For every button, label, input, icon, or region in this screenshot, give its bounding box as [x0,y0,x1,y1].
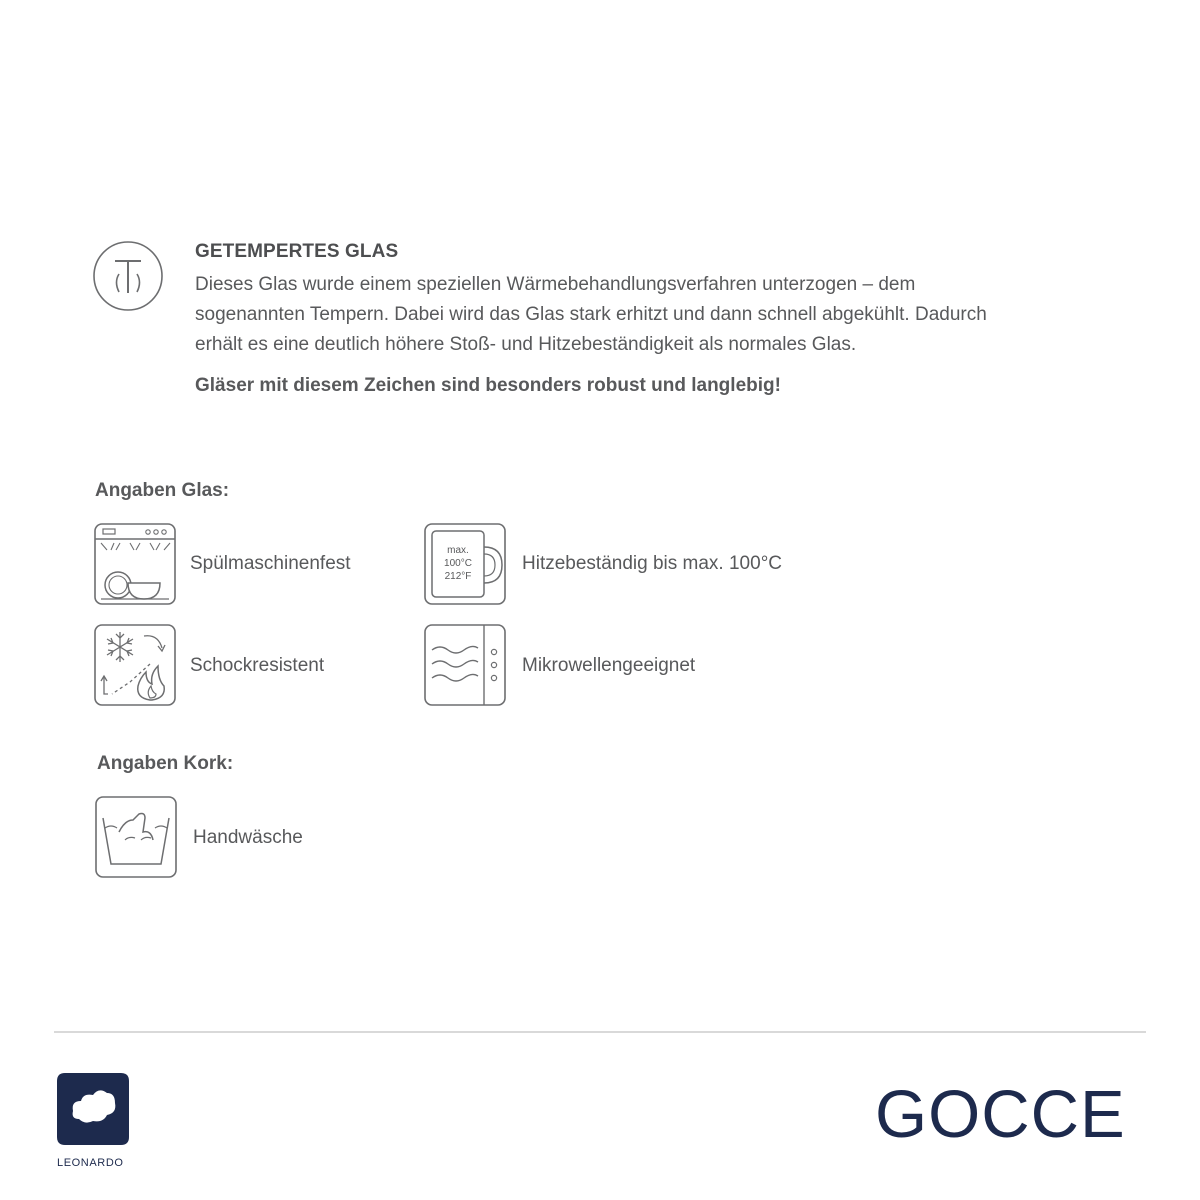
thermal-shock-icon [94,624,176,706]
feature-label-hand-wash: Handwäsche [193,827,303,848]
feature-label-thermal-shock: Schockresistent [190,655,325,676]
glass-section-heading: Angaben Glas: [95,480,230,501]
heat-resistant-mug-icon [424,523,506,605]
hand-wash-icon [95,796,177,878]
description-line: erhält es eine deutlich höhere Stoß- und Hitzebeständigkeit als normales Glas. [195,334,857,355]
mug-text-celsius: 100°C [444,558,472,569]
mug-text-max: max. [447,545,469,556]
leonardo-logo-icon [55,1071,131,1147]
leonardo-logo-text: LEONARDO [57,1157,124,1169]
cork-section-heading: Angaben Kork: [97,753,234,774]
feature-label-dishwasher: Spülmaschinenfest [190,553,351,574]
tempered-glass-t-icon [92,240,164,312]
tempered-glass-description [195,270,1155,360]
tempered-glass-title: GETEMPERTES GLAS [195,241,399,262]
footer-divider [54,1031,1146,1033]
brand-name: GOCCE [875,1077,1126,1152]
description-line: Dieses Glas wurde einem speziellen Wärmebehandlungsverfahren unterzogen – dem [195,274,916,295]
description-line: sogenannten Tempern. Dabei wird das Glas stark erhitzt und dann schnell abgekühlt. Dadurch [195,304,987,325]
feature-label-heat-resistant: Hitzebeständig bis max. 100°C [522,553,783,574]
dishwasher-icon [94,523,176,605]
feature-label-microwave: Mikrowellengeeignet [522,655,696,676]
mug-text-fahrenheit: 212°F [444,571,472,582]
tempered-glass-note: Gläser mit diesem Zeichen sind besonders robust und langlebig! [195,375,781,396]
microwave-icon [424,624,506,706]
